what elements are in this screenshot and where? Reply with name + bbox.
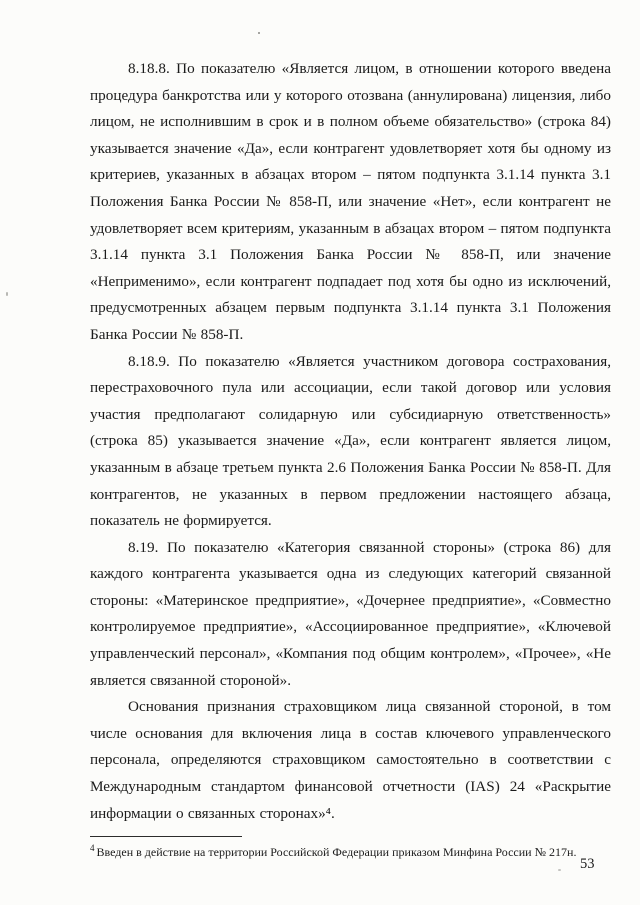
scan-artifact (558, 869, 561, 871)
paragraph-8-18-9: 8.18.9. По показателю «Является участником договора сострахования, перестраховочного пула или ассоциации, если такой договор или условия участия предполагают солидарную или субсидиарную ответственность» (строка 85) указывается значение «Да», если контрагент является лицом, указанным в абзаце третьем пункта 2.6 Положения Банка России № 858-П. Для контрагентов, не указанных в первом предложении настоящего абзаца, показатель не формируется. (90, 352, 611, 530)
footnote-divider (90, 836, 242, 837)
footnote (90, 841, 611, 860)
scan-artifact (6, 292, 8, 296)
document-body (90, 56, 611, 827)
paragraph-8-19: 8.19. По показателю «Категория связанной стороны» (строка 86) для каждого контрагента указывается одна из следующих категорий связанной стороны: «Материнское предприятие», «Дочернее предприятие», «Совместно контролируемое предприятие», «Ассоциированное предприятие», «Ключевой управленческий персонал», «Компания под общим контролем», «Прочее», «Не является связанной стороной». (90, 538, 611, 689)
paragraph-related-party-basis: Основания признания страховщиком лица связанной стороной, в том числе основания для включения лица в состав ключевого управленческого персонала, определяются страховщиком самостоятельно в соответствии с Международным стандартом финансовой отчетности (IAS) 24 «Раскрытие информации о связанных сторонах»⁴. (90, 698, 611, 822)
footnote-text: Введен в действие на территории Российской Федерации приказом Минфина России № 217н. (96, 845, 577, 859)
paragraph-8-18-8: 8.18.8. По показателю «Является лицом, в отношении которого введена процедура банкротства или у которого отозвана (аннулирована) лицензия, либо лицом, не исполнившим в срок и в полном объеме обязательство» (строка 84) указывается значение «Да», если контрагент удовлетворяет хотя бы одному из критериев, указанных в абзацах втором – пятом подпункта 3.1.14 пункта 3.1 Положения Банка России № 858-П, или значение «Нет», если контрагент не удовлетворяет всем критериям, указанным в абзацах втором – пятом подпункта 3.1.14 пункта 3.1 Положения Банка России № 858-П, или значение «Неприменимо», если контрагент подпадает под хотя бы одно из исключений, предусмотренных абзацем первым подпункта 3.1.14 пункта 3.1 Положения Банка России № 858-П. (90, 60, 611, 343)
footnote-marker: 4 (90, 843, 95, 853)
scan-artifact (258, 32, 260, 34)
page-number: 53 (580, 856, 595, 872)
